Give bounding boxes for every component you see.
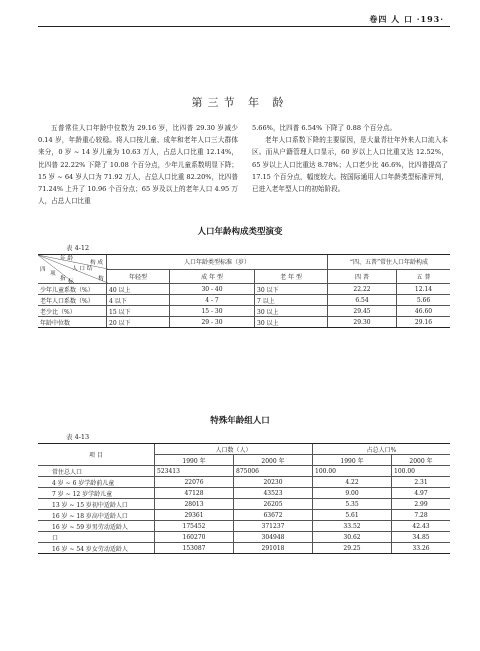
table-row <box>38 499 450 510</box>
row-label: 16 岁 ~ 54 岁女劳动适龄人 <box>38 543 155 554</box>
cell: 5.35 <box>313 499 392 510</box>
cell: 30 以下 <box>255 284 328 295</box>
table-row <box>38 295 450 306</box>
cell: 47128 <box>155 488 234 499</box>
table-row <box>38 466 450 477</box>
row-label: 少年儿童系数（%） <box>38 284 107 295</box>
section-title: 第三节 年 龄 <box>191 96 289 109</box>
diag-label-composition: 构 成 <box>90 260 103 266</box>
table-row <box>38 532 450 543</box>
cell: 100.00 <box>313 466 392 477</box>
cell: 20 以下 <box>107 317 170 328</box>
cell: 34.85 <box>392 532 451 543</box>
diag-label-population-structure: 人 口 结 <box>72 266 93 272</box>
cell: 28013 <box>155 499 234 510</box>
table2-item-header: 项 目 <box>38 444 155 466</box>
table-row <box>38 477 450 488</box>
cell: 2.99 <box>392 499 451 510</box>
cell: 29.45 <box>328 306 397 317</box>
table2-group-percent: 占总人口% <box>313 444 451 455</box>
cell: 160270 <box>155 532 234 543</box>
diag-label-item: 项 <box>50 271 56 277</box>
row-label: 13 岁 ~ 15 岁初中适龄人口 <box>38 499 155 510</box>
body-column-right <box>252 122 448 195</box>
cell: 15 以下 <box>107 306 170 317</box>
table-row <box>38 284 450 295</box>
table-row <box>38 317 450 328</box>
body-column-left <box>38 122 238 207</box>
cell: 33.26 <box>392 543 451 554</box>
diag-label-index: 指 <box>60 276 66 282</box>
paragraph-1: 五普常住人口年龄中位数为 29.16 岁，比四普 29.30 岁减少 0.14 岁，年龄重心较稳。将人口按儿童、成年和老年人口三大群体来分，0 岁 ~ 14 岁儿童为 10.63 万人，占总人口比重 12.14%，比四普 22.22% 下降了 10.08 个百分点，少年儿童系数明显下降；15 岁 ~ 64 岁人口为 71.92 万人，占总人口比重 82.20%，比四普 71.24% 上升了 10.96 个百分点；65 岁及以上的老年人口 4.95 万人，占总人口比重 <box>38 124 238 206</box>
table2-year-header: 1990 年 <box>313 455 392 466</box>
cell: 30.62 <box>313 532 392 543</box>
cell: 26205 <box>234 499 313 510</box>
table1-sub-header: 老 年 型 <box>255 269 328 284</box>
diag-label-mark: 标 <box>68 279 74 285</box>
table1-number: 表 4-12 <box>66 244 90 252</box>
cell: 153087 <box>155 543 234 554</box>
table2 <box>38 443 450 554</box>
paragraph-1-cont: 5.66%，比四普 6.54% 下降了 0.88 个百分点。 <box>252 124 397 132</box>
cell: 29361 <box>155 510 234 521</box>
table-row <box>38 510 450 521</box>
cell: 33.52 <box>313 521 392 532</box>
table1-diagonal-header <box>38 255 107 284</box>
cell: 63672 <box>234 510 313 521</box>
diag-label-four: 四 <box>40 267 46 273</box>
cell: 4 以下 <box>107 295 170 306</box>
diag-label-age: 年 龄 <box>60 256 73 262</box>
cell: 5.61 <box>313 510 392 521</box>
cell: 30 - 40 <box>170 284 255 295</box>
cell: 371237 <box>234 521 313 532</box>
table1 <box>38 254 450 328</box>
row-label: 年龄中位数 <box>38 317 107 328</box>
cell: 4 - 7 <box>170 295 255 306</box>
cell: 29.25 <box>313 543 392 554</box>
cell: 7.28 <box>392 510 451 521</box>
cell: 2.31 <box>392 477 451 488</box>
row-label: 老少比（%） <box>38 306 107 317</box>
cell: 175452 <box>155 521 234 532</box>
table2-title: 特殊年龄组人口 <box>210 416 270 426</box>
cell: 12.14 <box>397 284 451 295</box>
row-label: 16 岁 ~ 59 岁男劳动适龄人 <box>38 521 155 532</box>
table-row <box>38 488 450 499</box>
header-rule <box>38 26 450 27</box>
cell: 15 - 30 <box>170 306 255 317</box>
cell: 7 以上 <box>255 295 328 306</box>
diag-label-struct: 构 <box>98 276 104 282</box>
table1-sub-header: 成 年 型 <box>170 269 255 284</box>
cell: 523413 <box>155 466 234 477</box>
table2-number: 表 4-13 <box>66 433 90 441</box>
table-row <box>38 521 450 532</box>
table2-group-population: 人口数（人） <box>155 444 313 455</box>
cell: 30 以上 <box>255 306 328 317</box>
cell: 46.60 <box>397 306 451 317</box>
cell: 6.54 <box>328 295 397 306</box>
table2-year-header: 2000 年 <box>234 455 313 466</box>
row-label: 口 <box>38 532 155 543</box>
cell: 304948 <box>234 532 313 543</box>
cell: 40 以上 <box>107 284 170 295</box>
row-label: 16 岁 ~ 18 岁高中适龄人口 <box>38 510 155 521</box>
cell: 4.22 <box>313 477 392 488</box>
table2-year-header: 2000 年 <box>392 455 451 466</box>
cell: 9.00 <box>313 488 392 499</box>
cell: 22.22 <box>328 284 397 295</box>
cell: 29 - 30 <box>170 317 255 328</box>
table1-sub-header: 五 普 <box>397 269 451 284</box>
cell: 20230 <box>234 477 313 488</box>
cell: 100.00 <box>392 466 451 477</box>
table-row <box>38 543 450 554</box>
table1-title: 人口年龄构成类型演变 <box>197 227 283 237</box>
cell: 42.43 <box>392 521 451 532</box>
cell: 5.66 <box>397 295 451 306</box>
table-row <box>38 306 450 317</box>
running-head: 卷四 人 口 ·193· <box>369 14 444 24</box>
table1-group-std: 人口年龄类型标准（岁） <box>107 255 328 270</box>
cell: 22076 <box>155 477 234 488</box>
cell: 43523 <box>234 488 313 499</box>
row-label: 常住总人口 <box>38 466 155 477</box>
table2-year-header: 1990 年 <box>155 455 234 466</box>
table1-sub-header: 年轻型 <box>107 269 170 284</box>
cell: 29.30 <box>328 317 397 328</box>
paragraph-2: 老年人口系数下降的主要原因，是大量青壮年外来人口流入本区。而从户籍管理人口显示，60 岁以上人口比重又达 12.52%，65 岁以上人口比重达 8.78%；人口老少比 46.6%，比四普提高了 17.15 个百分点，幅度较大。按国际通用人口年龄类型标准评判，已进入老年型人口的初始阶段。 <box>252 136 448 194</box>
cell: 29.16 <box>397 317 451 328</box>
table1-sub-header: 四 普 <box>328 269 397 284</box>
table1-group-census: “四、五普”常住人口年龄构成 <box>328 255 451 270</box>
cell: 875006 <box>234 466 313 477</box>
row-label: 老年人口系数（%） <box>38 295 107 306</box>
cell: 4.97 <box>392 488 451 499</box>
cell: 30 以上 <box>255 317 328 328</box>
cell: 291018 <box>234 543 313 554</box>
row-label: 7 岁 ~ 12 岁学龄儿童 <box>38 488 155 499</box>
row-label: 4 岁 ~ 6 岁学龄前儿童 <box>38 477 155 488</box>
